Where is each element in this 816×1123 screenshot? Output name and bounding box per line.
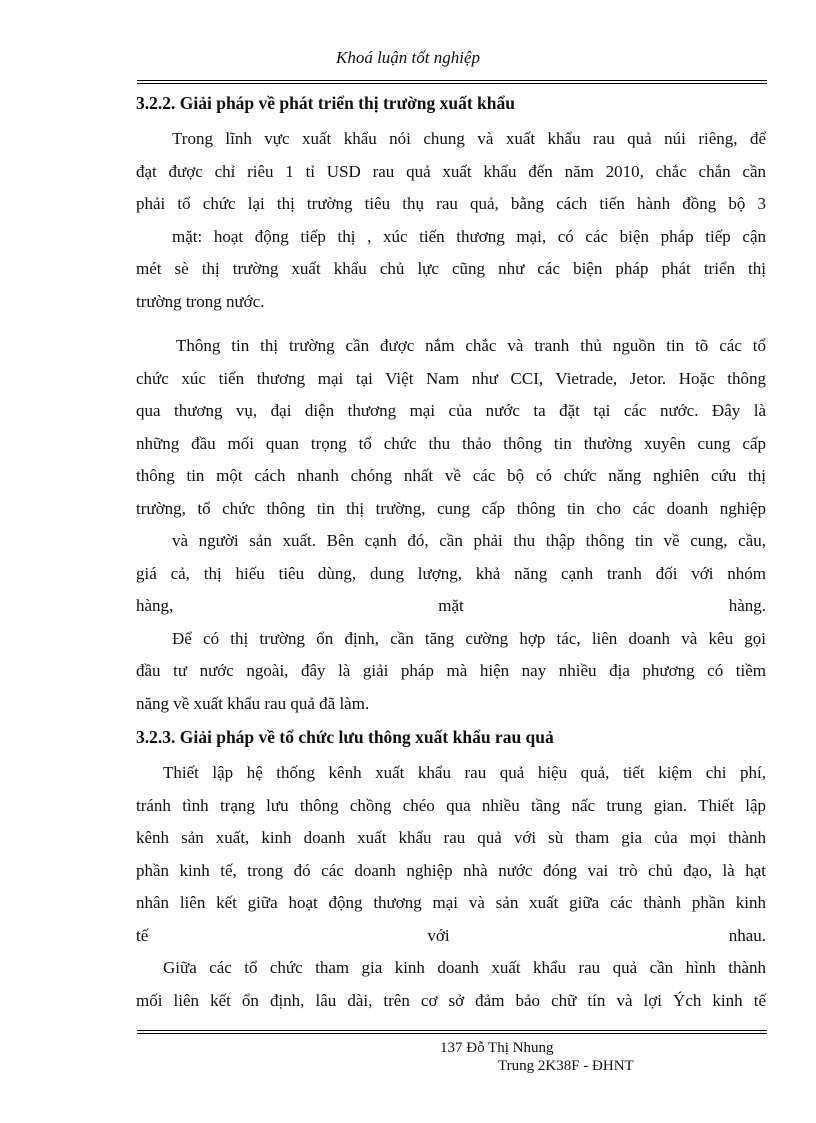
text-line: và người sản xuất. Bên cạnh đó, cần phải thu thập thông tin về cung, cầu, [172, 531, 766, 550]
paragraph [136, 757, 766, 952]
header-divider [137, 80, 767, 84]
footer-class: Trung 2K38F - ĐHNT [498, 1058, 634, 1074]
footer-author: 137 Đỗ Thị Nhung [440, 1040, 554, 1056]
paragraph [136, 623, 766, 721]
text-line: mét sè thị trường xuất khẩu chủ lực cũng như các biện pháp phát triển thị [136, 259, 766, 278]
text-line: qua thương vụ, đại diện thương mại của nước ta đặt tại các nước. Đây là [136, 401, 766, 420]
text-line: đạt được chỉ riêu 1 tỉ USD rau quả xuất khẩu đến năm 2010, chắc chắn cần [136, 161, 766, 181]
text-line: chức xúc tiến thương mại tại Việt Nam như CCI, Vietrade, Jetor. Hoặc thông [136, 368, 766, 388]
text-line: thông tin một cách nhanh chóng nhất về các bộ có chức năng nghiên cứu thị [136, 466, 766, 485]
text-line: tế với nhau. [136, 925, 766, 945]
section-heading-3-2-2: 3.2.2. Giải pháp về phát triển thị trường xuất khẩu [136, 93, 516, 113]
text-line: giá cả, thị hiếu tiêu dùng, dung lượng, khả năng cạnh tranh đối với nhóm [136, 563, 766, 583]
document-body [136, 92, 766, 1029]
text-line: phải tổ chức lại thị trường tiêu thụ rau quả, bằng cách tiến hành đồng bộ 3 [136, 194, 766, 213]
section-heading-3-2-3: 3.2.3. Giải pháp về tổ chức lưu thông xuất khẩu rau quả [136, 727, 554, 747]
text-line: trường, tổ chức thông tin thị trường, cung cấp thông tin cho các doanh nghiệp [136, 498, 766, 518]
text-line: phần kinh tế, trong đó các doanh nghiệp nhà nước đóng vai trò chủ đạo, là hạt [136, 860, 766, 880]
text-line: nhân liên kết giữa hoạt động thương mại và sản xuất giữa các thành phần kinh [136, 893, 766, 912]
text-line: những đầu mối quan trọng tổ chức thu thảo thông tin thường xuyên cung cấp [136, 433, 766, 453]
text-line: Thiết lập hệ thống kênh xuất khẩu rau quả hiệu quả, tiết kiệm chi phí, [163, 763, 766, 782]
text-line: tránh tình trạng lưu thông chồng chéo qua nhiều tầng nấc trung gian. Thiết lập [136, 795, 766, 815]
page-header-title: Khoá luận tốt nghiệp [335, 48, 481, 67]
paragraph [136, 330, 766, 623]
text-line: mặt: hoạt động tiếp thị , xúc tiến thương mại, có các biện pháp tiếp cận [172, 226, 766, 246]
text-line: Để có thị trường ổn định, cần tăng cường hợp tác, liên doanh và kêu gọi [172, 628, 766, 648]
text-line: Trong lĩnh vực xuất khẩu nói chung và xuất khẩu rau quả núi riêng, để [172, 129, 766, 148]
text-line: đầu tư nước ngoài, đây là giải pháp mà hiện nay nhiều địa phương có tiềm [136, 661, 766, 680]
text-line: kênh sản xuất, kinh doanh xuất khẩu rau quả với sù tham gia của mọi thành [136, 828, 766, 847]
text-line: hàng, mặt hàng. [136, 596, 766, 615]
text-line: Thông tin thị trường cần được nắm chắc và tranh thủ nguồn tin tõ các tổ [176, 336, 766, 355]
paragraph [136, 952, 766, 1017]
paragraph [136, 123, 766, 318]
text-line: trường trong nước. [136, 291, 265, 311]
text-line: mối liên kết ổn định, lâu dài, trên cơ sở đảm bảo chữ tín và lợi Ých kinh tế [136, 990, 766, 1010]
text-line: năng về xuất khẩu rau quả đã làm. [136, 693, 370, 713]
footer-divider [137, 1030, 767, 1034]
text-line: Giữa các tổ chức tham gia kinh doanh xuất khẩu rau quả cần hình thành [163, 958, 766, 977]
